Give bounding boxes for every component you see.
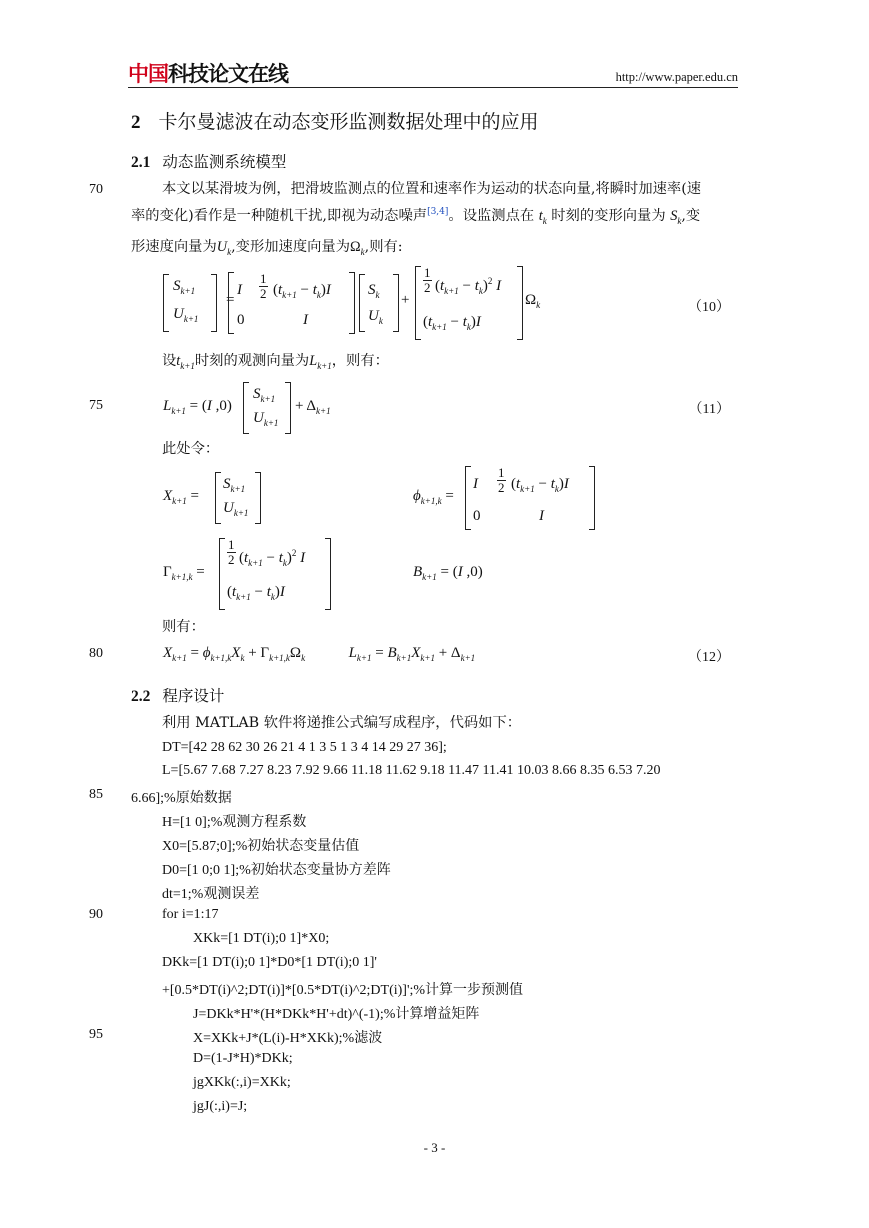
header-rule: [128, 87, 738, 88]
paragraph-text: 率的变化)看作是一种随机干扰,即视为动态噪声: [131, 208, 428, 224]
paragraph-text: ,变: [681, 208, 701, 224]
equation-11: $L_{k+1} = (I$ ,0) $S_{k+1}$ $U_{k+1}$ + $\Delta_{k+1}$: [163, 380, 383, 432]
paragraph-line: 则有：: [162, 619, 205, 635]
paragraph-text: 。设监测点在: [448, 208, 535, 224]
code-line: H=[1 0];%观测方程系数: [162, 815, 307, 830]
code-line: D0=[1 0;0 1];%初始状态变量协方差阵: [162, 863, 391, 878]
logo-red-text: 中国: [128, 62, 168, 86]
equation-x-def: $X_{k+1}$ = $S_{k+1}$ $U_{k+1}$: [163, 470, 283, 525]
equation-12: $X_{k+1} = \phi_{k+1,k}X_k + \Gamma_{k+1,k}\Omega_k$ $L_{k+1} = B_{k+1}X_{k+1} + \Delta_{k+1}$: [163, 645, 476, 663]
equation-number: （11）: [688, 402, 730, 417]
line-number: 95: [89, 1027, 103, 1042]
paragraph-text: 形速度向量为: [131, 239, 217, 255]
subsection-title: 程序设计: [162, 687, 225, 705]
subsection-number: 2.1: [131, 154, 151, 171]
line-number: 75: [89, 398, 103, 413]
equation-phi-def: $\phi_{k+1,k}$ = I $\frac{1}{2}$ $(t_{k+1} - t_k)I$ 0 I: [413, 466, 613, 528]
code-line: +[0.5*DT(i)^2;DT(i)]*[0.5*DT(i)^2;DT(i)]';%计算一步预测值: [162, 983, 524, 998]
subsection-title: 动态监测系统模型: [162, 153, 287, 171]
code-line: DKk=[1 DT(i);0 1]*D0*[1 DT(i);0 1]': [162, 955, 377, 970]
section-title: 卡尔曼滤波在动态变形监测数据处理中的应用: [158, 111, 539, 133]
line-number: 70: [89, 182, 103, 197]
code-line: X=XKk+J*(L(i)-H*XKk);%滤波: [193, 1031, 383, 1046]
paragraph-line: 此处令：: [162, 441, 220, 457]
code-line: dt=1;%观测误差: [162, 887, 260, 902]
paragraph-text: ，则有：: [331, 353, 389, 369]
subsection-heading-2-1: [131, 150, 286, 172]
code-line: jgXKk(:,i)=XKk;: [193, 1075, 291, 1090]
equation-gamma-def: $\Gamma_{k+1,k}$ = $\frac{1}{2}$ $(t_{k+1} - t_k)^2$ I $(t_{k+1} - t_k)I$: [163, 538, 363, 610]
equation-number: （12）: [688, 650, 730, 665]
logo-black-text: 科技论文在线: [168, 62, 288, 86]
code-line: D=(1-J*H)*DKk;: [193, 1051, 293, 1066]
code-line: 6.66];%原始数据: [131, 791, 232, 806]
equation-b-def: $B_{k+1} = (I$ ,0): [413, 564, 483, 582]
code-line: for i=1:17: [162, 907, 219, 922]
paragraph-text: ,变形加速度向量为: [231, 239, 351, 255]
paragraph-text: 设: [162, 353, 177, 369]
equation-number: （10）: [688, 300, 730, 315]
paragraph-line: 率的变化)看作是一种随机干扰,即视为动态噪声[3,4]。设监测点在 $t_k$ 时刻的变形向量为 $S_k$,变: [131, 207, 701, 226]
paragraph-text: 时刻的观测向量为: [194, 353, 310, 369]
code-line: L=[5.67 7.68 7.27 8.23 7.92 9.66 11.18 11.62 9.18 11.47 11.41 10.03 8.66 8.35 6.53 7.20: [162, 763, 661, 778]
paragraph-text: 时刻的变形向量为: [551, 208, 666, 224]
equation-10: $S_{k+1}$ $U_{k+1}$ = I $\frac{1}{2}$ $(t_{k+1} - t_k)I$ 0 I $S_k$ $U_k$ + $\frac{1}{2}$ $(t_{k+1} - t_k)^2$ I $(t_{k+1} - t_k)I$ $\Omega_k$: [163, 268, 583, 340]
code-line: J=DKk*H'*(H*DKk*H'+dt)^(-1);%计算增益矩阵: [193, 1007, 480, 1022]
line-number: 85: [89, 787, 103, 802]
code-line: XKk=[1 DT(i);0 1]*X0;: [193, 931, 330, 946]
code-line: X0=[5.87;0];%初始状态变量估值: [162, 839, 360, 854]
citation-link[interactable]: [3,4]: [427, 207, 449, 217]
paragraph-line: 利用 MATLAB 软件将递推公式编写成程序，代码如下：: [162, 715, 522, 731]
paragraph-line: 本文以某滑坡为例，把滑坡监测点的位置和速率作为运动的状态向量,将瞬时加速率(速: [162, 181, 702, 197]
code-line: DT=[42 28 62 30 26 21 4 1 3 5 1 3 4 14 29 27 36];: [162, 740, 447, 755]
paragraph-line: 设$t_{k+1}$时刻的观测向量为$L_{k+1}$，则有：: [162, 353, 389, 371]
paragraph-line: 形速度向量为$U_k$,变形加速度向量为$\Omega_k$,则有:: [131, 239, 403, 257]
site-logo: [128, 60, 288, 88]
page-number: - 3 -: [423, 1140, 446, 1155]
line-number: 80: [89, 646, 103, 661]
section-heading: [131, 107, 539, 134]
line-number: 90: [89, 907, 103, 922]
header-url[interactable]: http://www.paper.edu.cn: [615, 70, 738, 84]
subsection-heading-2-2: [131, 684, 224, 706]
paragraph-text: ,则有:: [364, 239, 403, 255]
subsection-number: 2.2: [131, 688, 151, 705]
code-line: jgJ(:,i)=J;: [193, 1099, 248, 1114]
section-number: 2: [131, 112, 141, 133]
